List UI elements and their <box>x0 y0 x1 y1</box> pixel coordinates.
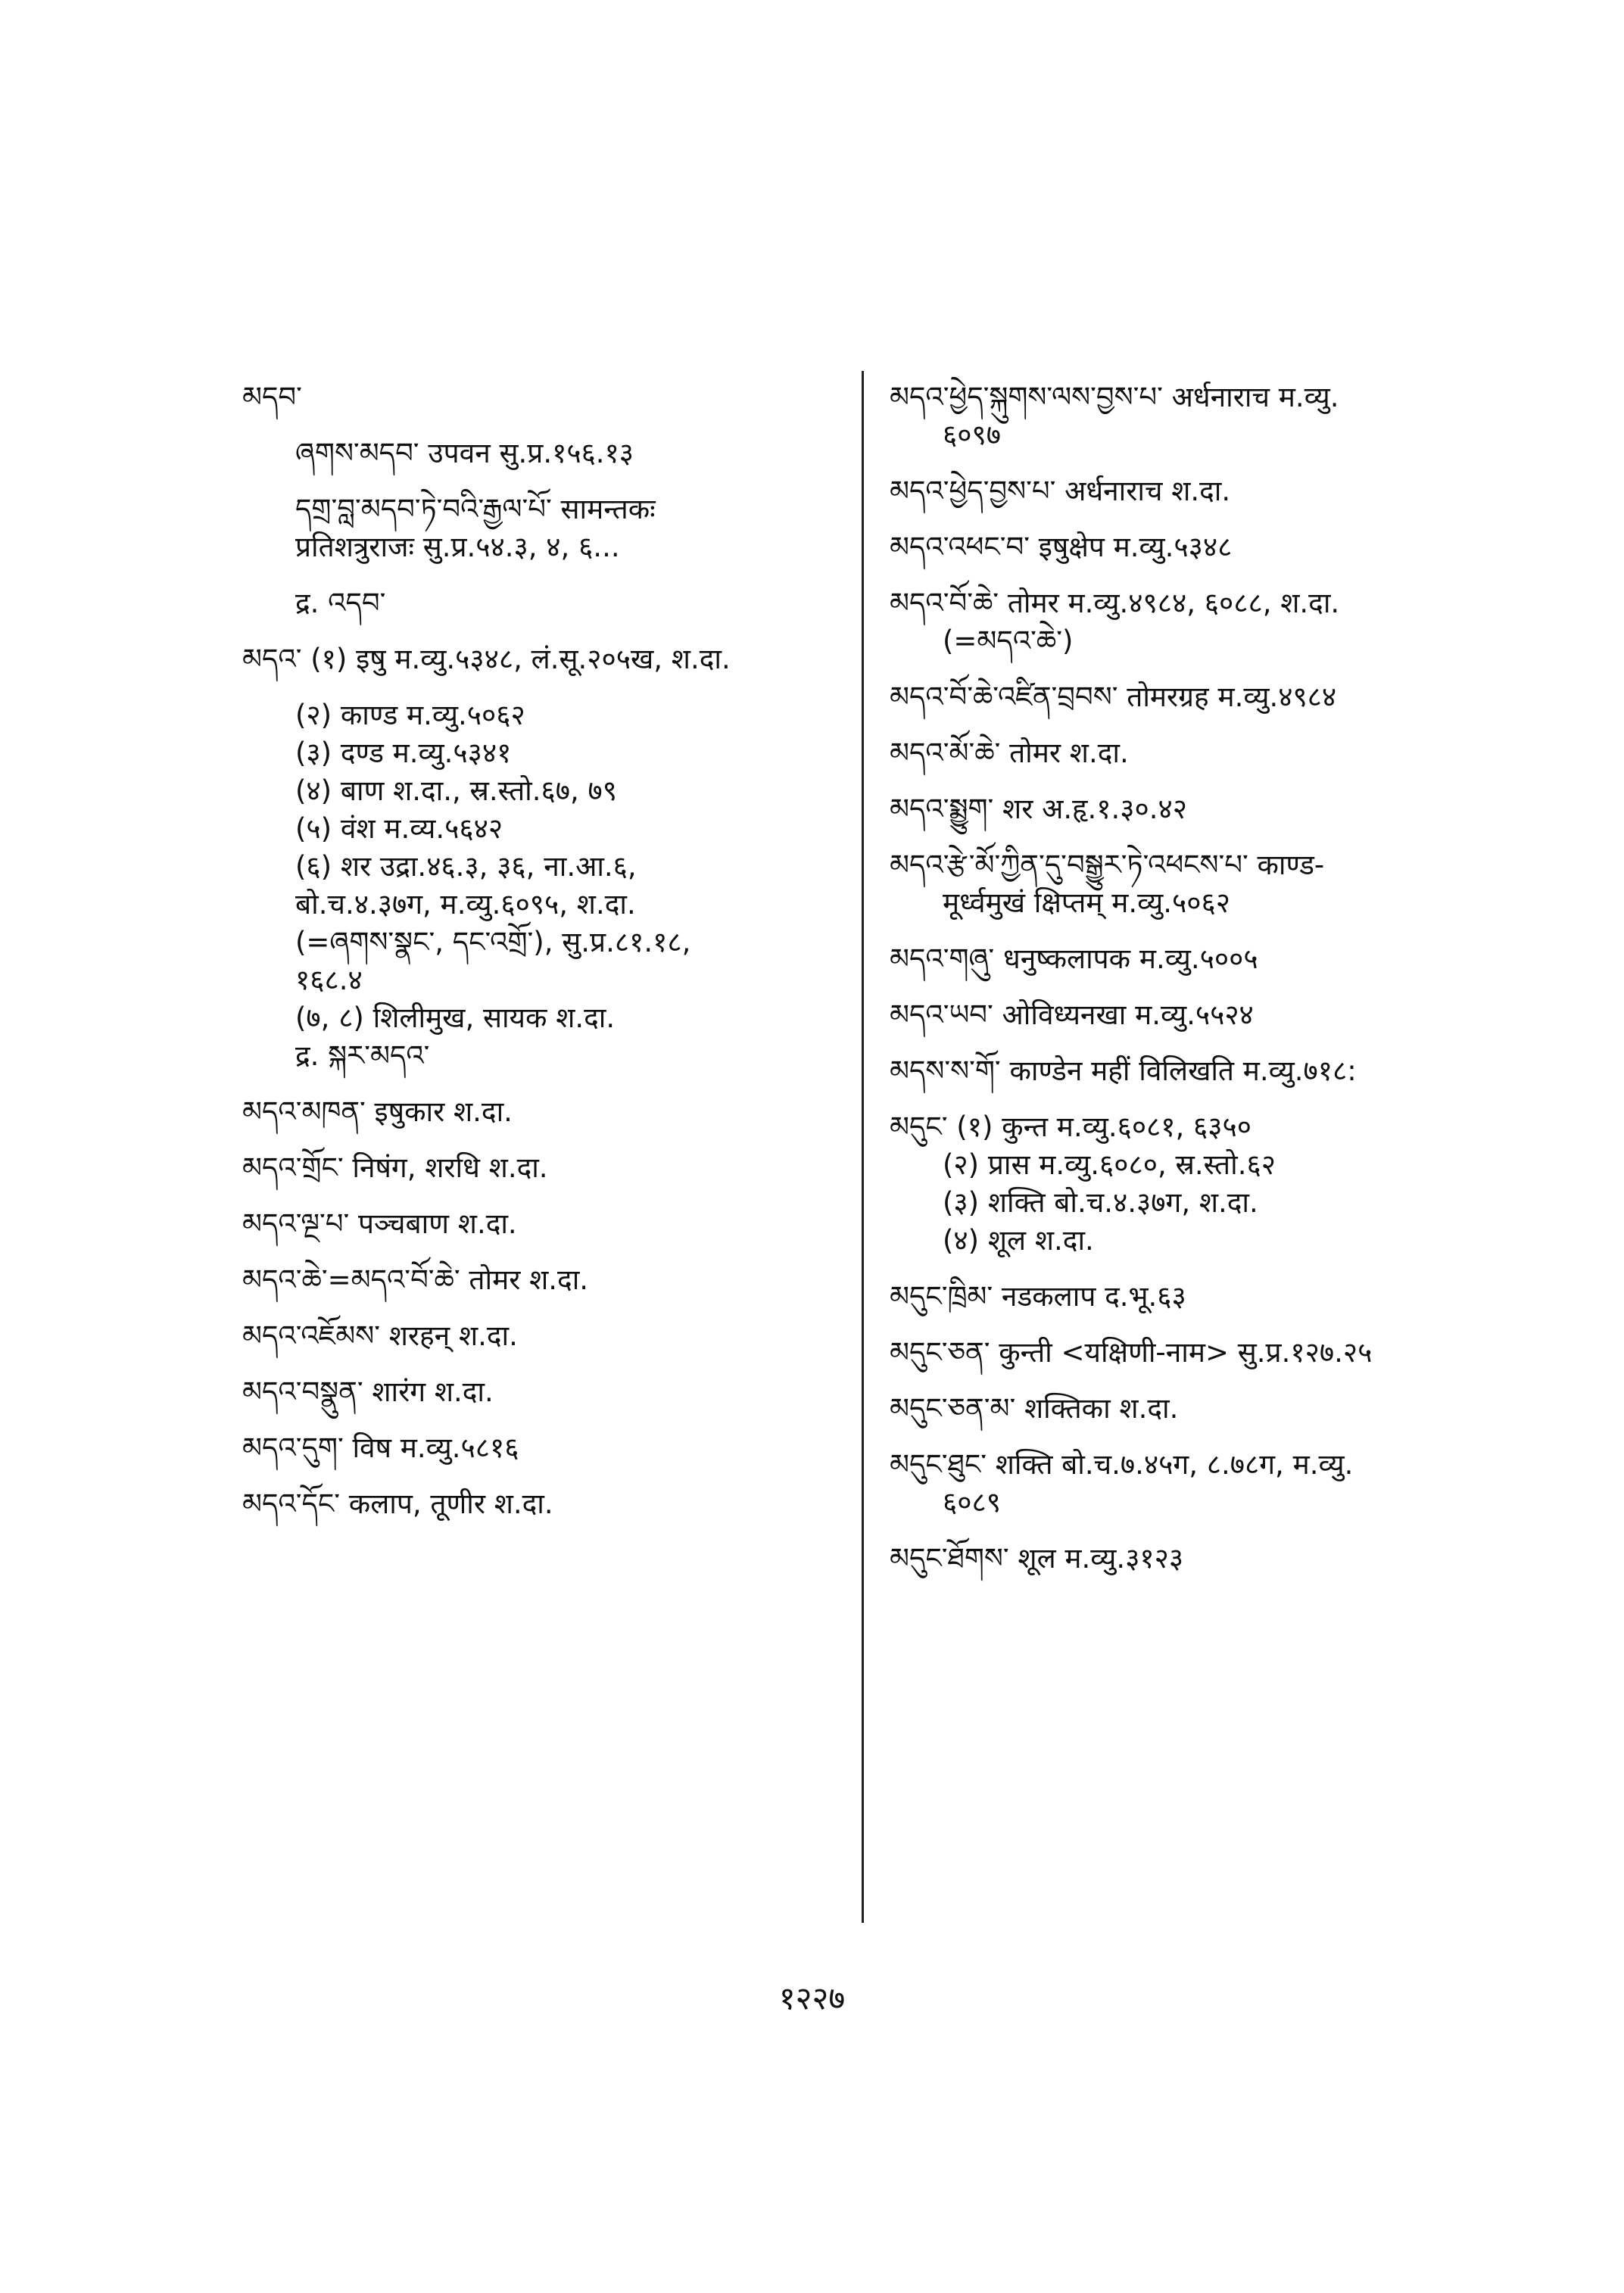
entry-line: མདའ་ཕྱེད་སྐུགས་ལས་བྱས་པ་ अर्धनाराच म.व्यु. <box>890 381 1339 413</box>
dictionary-entry <box>242 435 856 472</box>
entry-line: ६०९७ <box>943 419 1001 451</box>
entry-line: མདའ་སྨྱུག་ शर अ.हृ.१.३०.४२ <box>890 793 1187 825</box>
entry-line: མདའ་ཆེ་=མདའ་བོ་ཆེ་ तोमर श.दा. <box>242 1263 589 1296</box>
entry-line: མདའ་ཕྱེད་བྱས་པ་ अर्धनाराच श.दा. <box>890 475 1231 507</box>
entry-line: (७, ८) शिलीमुख, सायक श.दा. <box>295 1002 616 1034</box>
dictionary-entry <box>890 1334 1480 1372</box>
dictionary-entry <box>242 1373 856 1411</box>
dictionary-entry <box>242 696 856 1075</box>
entry-line: དགྲ་བླ་མདབ་ཏེ་བའི་རྒྱལ་པོ་ सामन्तकः <box>295 493 656 525</box>
entry-line: द्र. སྐར་མདའ་ <box>295 1039 430 1072</box>
entry-line: (=ཞགས་སྣང་, དང་འགྲོ་), सु.प्र.८१.१८, <box>295 926 691 958</box>
entry-line: མདའ་གྲོང་ निषंग, शरधि श.दा. <box>242 1151 548 1184</box>
dictionary-entry <box>890 584 1480 660</box>
dictionary-entry <box>890 790 1480 828</box>
left-column <box>242 379 856 1541</box>
dictionary-entry <box>242 1093 856 1131</box>
dictionary-entry <box>890 1446 1480 1522</box>
entry-line: མདའ་བོ་ཆེ་ तोमर म.व्यु.४९८४, ६०८८, श.दा. <box>890 587 1340 619</box>
entry-line: མདའ་རྩེ་མོ་ཀྱིན་དུ་བསྒྱུར་ཏེ་འཕངས་པ་ काण्ड- <box>890 849 1325 881</box>
right-column <box>890 379 1480 1596</box>
entry-line: མདའ་མཁན་ इषुकार श.दा. <box>242 1095 513 1128</box>
dictionary-entry <box>242 1261 856 1299</box>
dictionary-entry <box>890 734 1480 772</box>
entry-line: མདུང་ཁྲིམ་ नडकलाप द.भू.६३ <box>890 1280 1186 1313</box>
entry-line: མདུང་ཐོགས་ शूल म.व्यु.३१२३ <box>890 1542 1184 1575</box>
entry-line: (=མདའ་ཆེ་) <box>943 625 1074 657</box>
entry-line: མདའ་ལྔ་པ་ पञ्चबाण श.दा. <box>242 1207 517 1240</box>
dictionary-entry <box>890 846 1480 922</box>
entry-line: མདུང་ (१) कुन्त म.व्यु.६०८१, ६३५० <box>890 1111 1252 1143</box>
entry-line: (४) शूल श.दा. <box>943 1224 1094 1257</box>
entry-line: མདའ་ (१) इषु म.व्यु.५३४८, लं.सू.२०५ख, श.दा. <box>242 643 731 675</box>
column-divider <box>862 371 864 1923</box>
page-number: १२२७ <box>778 1980 846 2017</box>
entry-line: (५) वंश म.व्य.५६४२ <box>295 812 503 845</box>
dictionary-entry <box>242 1485 856 1523</box>
entry-line: མདས་ས་གོ་ काण्डेन महीं विलिखति म.व्यु.७१८: <box>890 1055 1357 1087</box>
dictionary-entry <box>242 1149 856 1187</box>
entry-line: मूर्ध्वमुखं क्षिप्तम् म.व्यु.५०६२ <box>943 886 1230 919</box>
entry-line: ६०८९ <box>943 1486 1001 1519</box>
dictionary-entry <box>890 379 1480 454</box>
entry-line: बो.च.४.३७ग, म.व्यु.६०९५, श.दा. <box>295 888 636 921</box>
dictionary-entry <box>242 379 856 416</box>
dictionary-entry <box>890 1540 1480 1578</box>
entry-line: མདུང་ཅན་མ་ शक्तिका श.दा. <box>890 1392 1179 1425</box>
entry-line: ཞགས་མདབ་ उपवन सु.प्र.१५६.१३ <box>295 437 634 469</box>
entry-line: མདབ་ <box>242 381 302 413</box>
entry-line: (३) दण्ड म.व्यु.५३४१ <box>295 737 512 769</box>
entry-line: प्रतिशत्रुराजः सु.प्र.५४.३, ४, ६... <box>295 531 620 563</box>
dictionary-entry <box>890 1278 1480 1316</box>
dictionary-entry <box>890 1108 1480 1260</box>
dictionary-entry <box>890 472 1480 510</box>
entry-line: द्र. འདབ་ <box>295 587 386 619</box>
entry-line: (३) शक्ति बो.च.४.३७ग, श.दा. <box>943 1186 1258 1219</box>
entry-line: (२) काण्ड म.व्यु.५०६२ <box>295 699 525 731</box>
entry-line: མདའ་བསྣུན་ शारंग श.दा. <box>242 1375 494 1408</box>
dictionary-entry <box>890 996 1480 1034</box>
dictionary-entry <box>242 491 856 566</box>
dictionary-entry <box>890 1052 1480 1090</box>
entry-line: མདའ་ཡབ་ ओविध्यनखा म.व्यु.५५२४ <box>890 999 1254 1031</box>
entry-line: མདའ་དོང་ कलाप, तूणीर श.दा. <box>242 1488 553 1520</box>
dictionary-entry <box>242 1205 856 1243</box>
dictionary-entry <box>242 1429 856 1467</box>
entry-line: མདའ་འཇོམས་ शरहन् श.दा. <box>242 1319 518 1352</box>
dictionary-entry <box>890 940 1480 978</box>
dictionary-entry <box>890 678 1480 716</box>
entry-line: མདའ་མོ་ཆེ་ तोमर श.दा. <box>890 737 1129 769</box>
dictionary-entry <box>242 584 856 622</box>
dictionary-entry <box>890 1390 1480 1428</box>
entry-line: མདའ་འཕང་བ་ इषुक्षेप म.व्यु.५३४८ <box>890 531 1233 563</box>
entry-line: མདུང་ཐུང་ शक्ति बो.च.७.४५ग, ८.७८ग, म.व्यु. <box>890 1448 1354 1481</box>
entry-line: མདའ་དུག་ विष म.व्यु.५८१६ <box>242 1432 519 1464</box>
entry-line: (२) प्रास म.व्यु.६०८०, स्र.स्तो.६२ <box>943 1148 1276 1181</box>
entry-line: མདའ་གཞུ་ धनुष्कलापक म.व्यु.५००५ <box>890 942 1258 975</box>
entry-line: १६८.४ <box>295 964 363 996</box>
entry-line: (४) बाण श.दा., स्र.स्तो.६७, ७९ <box>295 774 617 807</box>
dictionary-entry <box>242 640 856 678</box>
entry-line: མདུང་ཅན་ कुन्ती <यक्षिणी-नाम> सु.प्र.१२७.२५ <box>890 1336 1373 1369</box>
dictionary-entry <box>890 528 1480 566</box>
entry-line: (६) शर उद्रा.४६.३, ३६, ना.आ.६, <box>295 850 637 883</box>
dictionary-entry <box>242 1317 856 1355</box>
entry-line: མདའ་བོ་ཆེ་འཛིན་བྲབས་ तोमरग्रह म.व्यु.४९८४ <box>890 681 1337 713</box>
